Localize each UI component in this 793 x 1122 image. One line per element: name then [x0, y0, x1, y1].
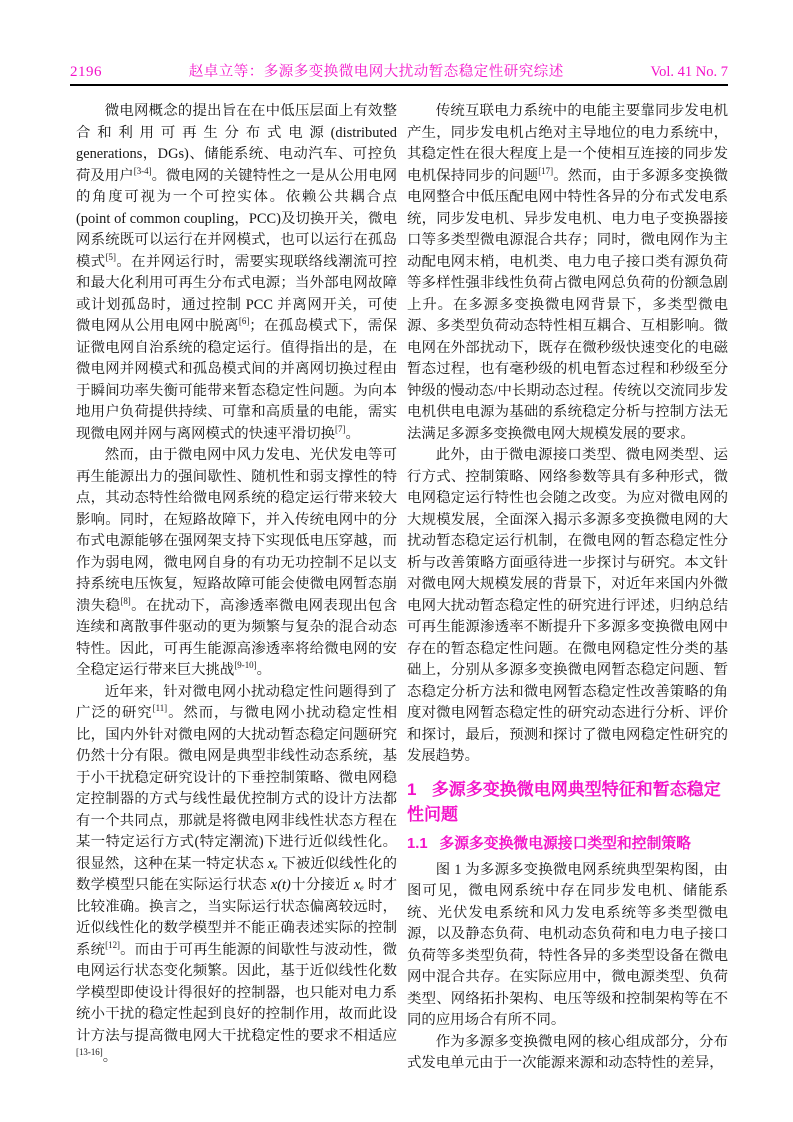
page-header: [70, 60, 728, 81]
paragraph: 作为多源多变换微电网的核心组成部分，分布式发电单元由于一次能源来源和动态特性的差异，: [407, 1033, 728, 1071]
paragraph: 传统互联电力系统中的电能主要靠同步发电机产生，同步发电机占绝对主导地位的电力系统中，其稳定性在很大程度上是一个使相互连接的同步发电机保持同步的问题[17]。然而，由于多源多变换微电网整合中低压配电网中特性各异的分布式发电系统，同步发电机、异步发电机、电力电子变换器接口等多类型微电源混合共存；同时，微电网作为主动配电网末梢，电机类、电力电子接口类有源负荷等多样性强非线性负荷占微电网总负荷的份额急剧上升。在多源多变换微电网背景下，多类型微电源、多类型负荷动态特性相互耦合、互相影响。微电网在外部扰动下，既存在微秒级快速变化的电磁暂态过程，也有毫秒级的机电暂态过程和秒级至分钟级的慢动态/中长期动态过程。传统以交流同步发电机供电电源为基础的系统稳定分析与控制方法无法满足多源多变换微电网大规模发展的要求。: [407, 103, 728, 442]
volume-issue: Vol. 41 No. 7: [650, 64, 728, 80]
paragraph: 此外，由于微电源接口类型、微电网类型、运行方式、控制策略、网络参数等具有多种形式，微电网稳定运行特性也会随之改变。为应对微电网的大规模发展，全面深入揭示多源多变换微电网的大扰动暂态稳定运行机制，在微电网的暂态稳定性分析与改善策略方面亟待进一步探讨与研究。本文针对微电网大规模发展的背景下，对近年来国内外微电网大扰动暂态稳定性的研究进行评述，归纳总结可再生能源渗透率不断提升下多源多变换微电网中存在的暂态稳定性问题。在微电网稳定性分类的基础上，分别从多源多变换微电网暂态稳定问题、暂态稳定分析方法和微电网暂态稳定性改善策略的角度对微电网暂态稳定性的研究动态进行分析、评价和探讨，最后，预测和探讨了微电网稳定性研究的发展趋势。: [407, 447, 728, 764]
section-1-1-number: 1.1: [407, 835, 428, 852]
running-title: 赵卓立等：多源多变换微电网大扰动暂态稳定性研究综述: [188, 64, 564, 80]
header-rule: [70, 84, 728, 86]
left-column: [76, 101, 397, 1069]
section-1-1-heading: [407, 834, 728, 854]
section-1-number: 1: [407, 779, 417, 799]
page-number: 2196: [70, 64, 102, 80]
section-1-1-title: 多源多变换微电源接口类型和控制策略: [439, 835, 691, 852]
section-1-heading: [407, 777, 728, 827]
right-column: [407, 101, 728, 1075]
paragraph: 然而，由于微电网中风力发电、光伏发电等可再生能源出力的强间歇性、随机性和弱支撑性的特点，其动态特性给微电网系统的稳定运行带来较大影响。同时，在短路故障下，并入传统电网中的分布式电源能够在强网架支持下实现低电压穿越，而作为弱电网，微电网自身的有功无功控制不足以支持系统电压恢复，短路故障可能会使微电网暂态崩溃失稳[8]。在扰动下，高渗透率微电网表现出包含连续和离散事件驱动的更为频繁与复杂的混合动态特性。因此，可再生能源高渗透率将给微电网的安全稳定运行带来巨大挑战[9-10]。: [76, 447, 397, 678]
paragraph: 微电网概念的提出旨在在中低压层面上有效整合和利用可再生分布式电源(distributed generations，DGs)、储能系统、电动汽车、可控负荷及用户[3-4]。微电网的关键特性之一是从公用电网的角度可视为一个可控实体。依赖公共耦合点(point of common coupling，PCC)及切换开关，微电网系统既可以运行在并网模式，也可以运行在孤岛模式[5]。在并网运行时，需要实现联络线潮流可控和最大化利用可再生分布式电源；当外部电网故障或计划孤岛时，通过控制 PCC 并离网开关，可使微电网从公用电网中脱离[6]；在孤岛模式下，需保证微电网自治系统的稳定运行。值得指出的是，在微电网并网模式和孤岛模式间的并离网切换过程由于瞬间功率失衡可能带来暂态稳定性问题。为向本地用户负荷提供持续、可靠和高质量的电能，需实现微电网并网与离网模式的快速平滑切换[7]。: [76, 103, 397, 442]
paragraph: 近年来，针对微电网小扰动稳定性问题得到了广泛的研究[11]。然而，与微电网小扰动稳定性相比，国内外针对微电网的大扰动暂态稳定问题研究仍然十分有限。微电网是典型非线性动态系统，基于小干扰稳定研究设计的下垂控制策略、微电网稳定控制器的方式与线性最优控制方式的设计方法都有一个共同点，那就是将微电网非线性状态方程在某一特定运行方式(特定潮流)下进行近似线性化。很显然，这种在某一特定状态 xₑ 下被近似线性化的数学模型只能在实际运行状态 x(t)十分接近 xₑ 时才比较准确。换言之，当实际运行状态偏离较远时，近似线性化的数学模型并不能正确表述实际的控制系统[12]。而由于可再生能源的间歇性与波动性，微电网运行状态变化频繁。因此，基于近似线性化数学模型即使设计得很好的控制器，也只能对电力系统小干扰的稳定性起到良好的控制作用，故而此设计方法与提高微电网大干扰稳定性的要求不相适应[13-16]。: [76, 683, 397, 1065]
paragraph: 图 1 为多源多变换微电网系统典型架构图，由图可见，微电网系统中存在同步发电机、储能系统、光伏发电系统和风力发电系统等多类型微电源，以及静态负荷、电机动态负荷和电力电子接口负荷等多类型负荷，特性各异的多类型设备在微电网中混合共存。在实际应用中，微电源类型、负荷类型、网络拓扑架构、电压等级和控制架构等在不同的应用场合有所不同。: [407, 861, 728, 1028]
section-1-title: 多源多变换微电网典型特征和暂态稳定性问题: [407, 779, 721, 824]
